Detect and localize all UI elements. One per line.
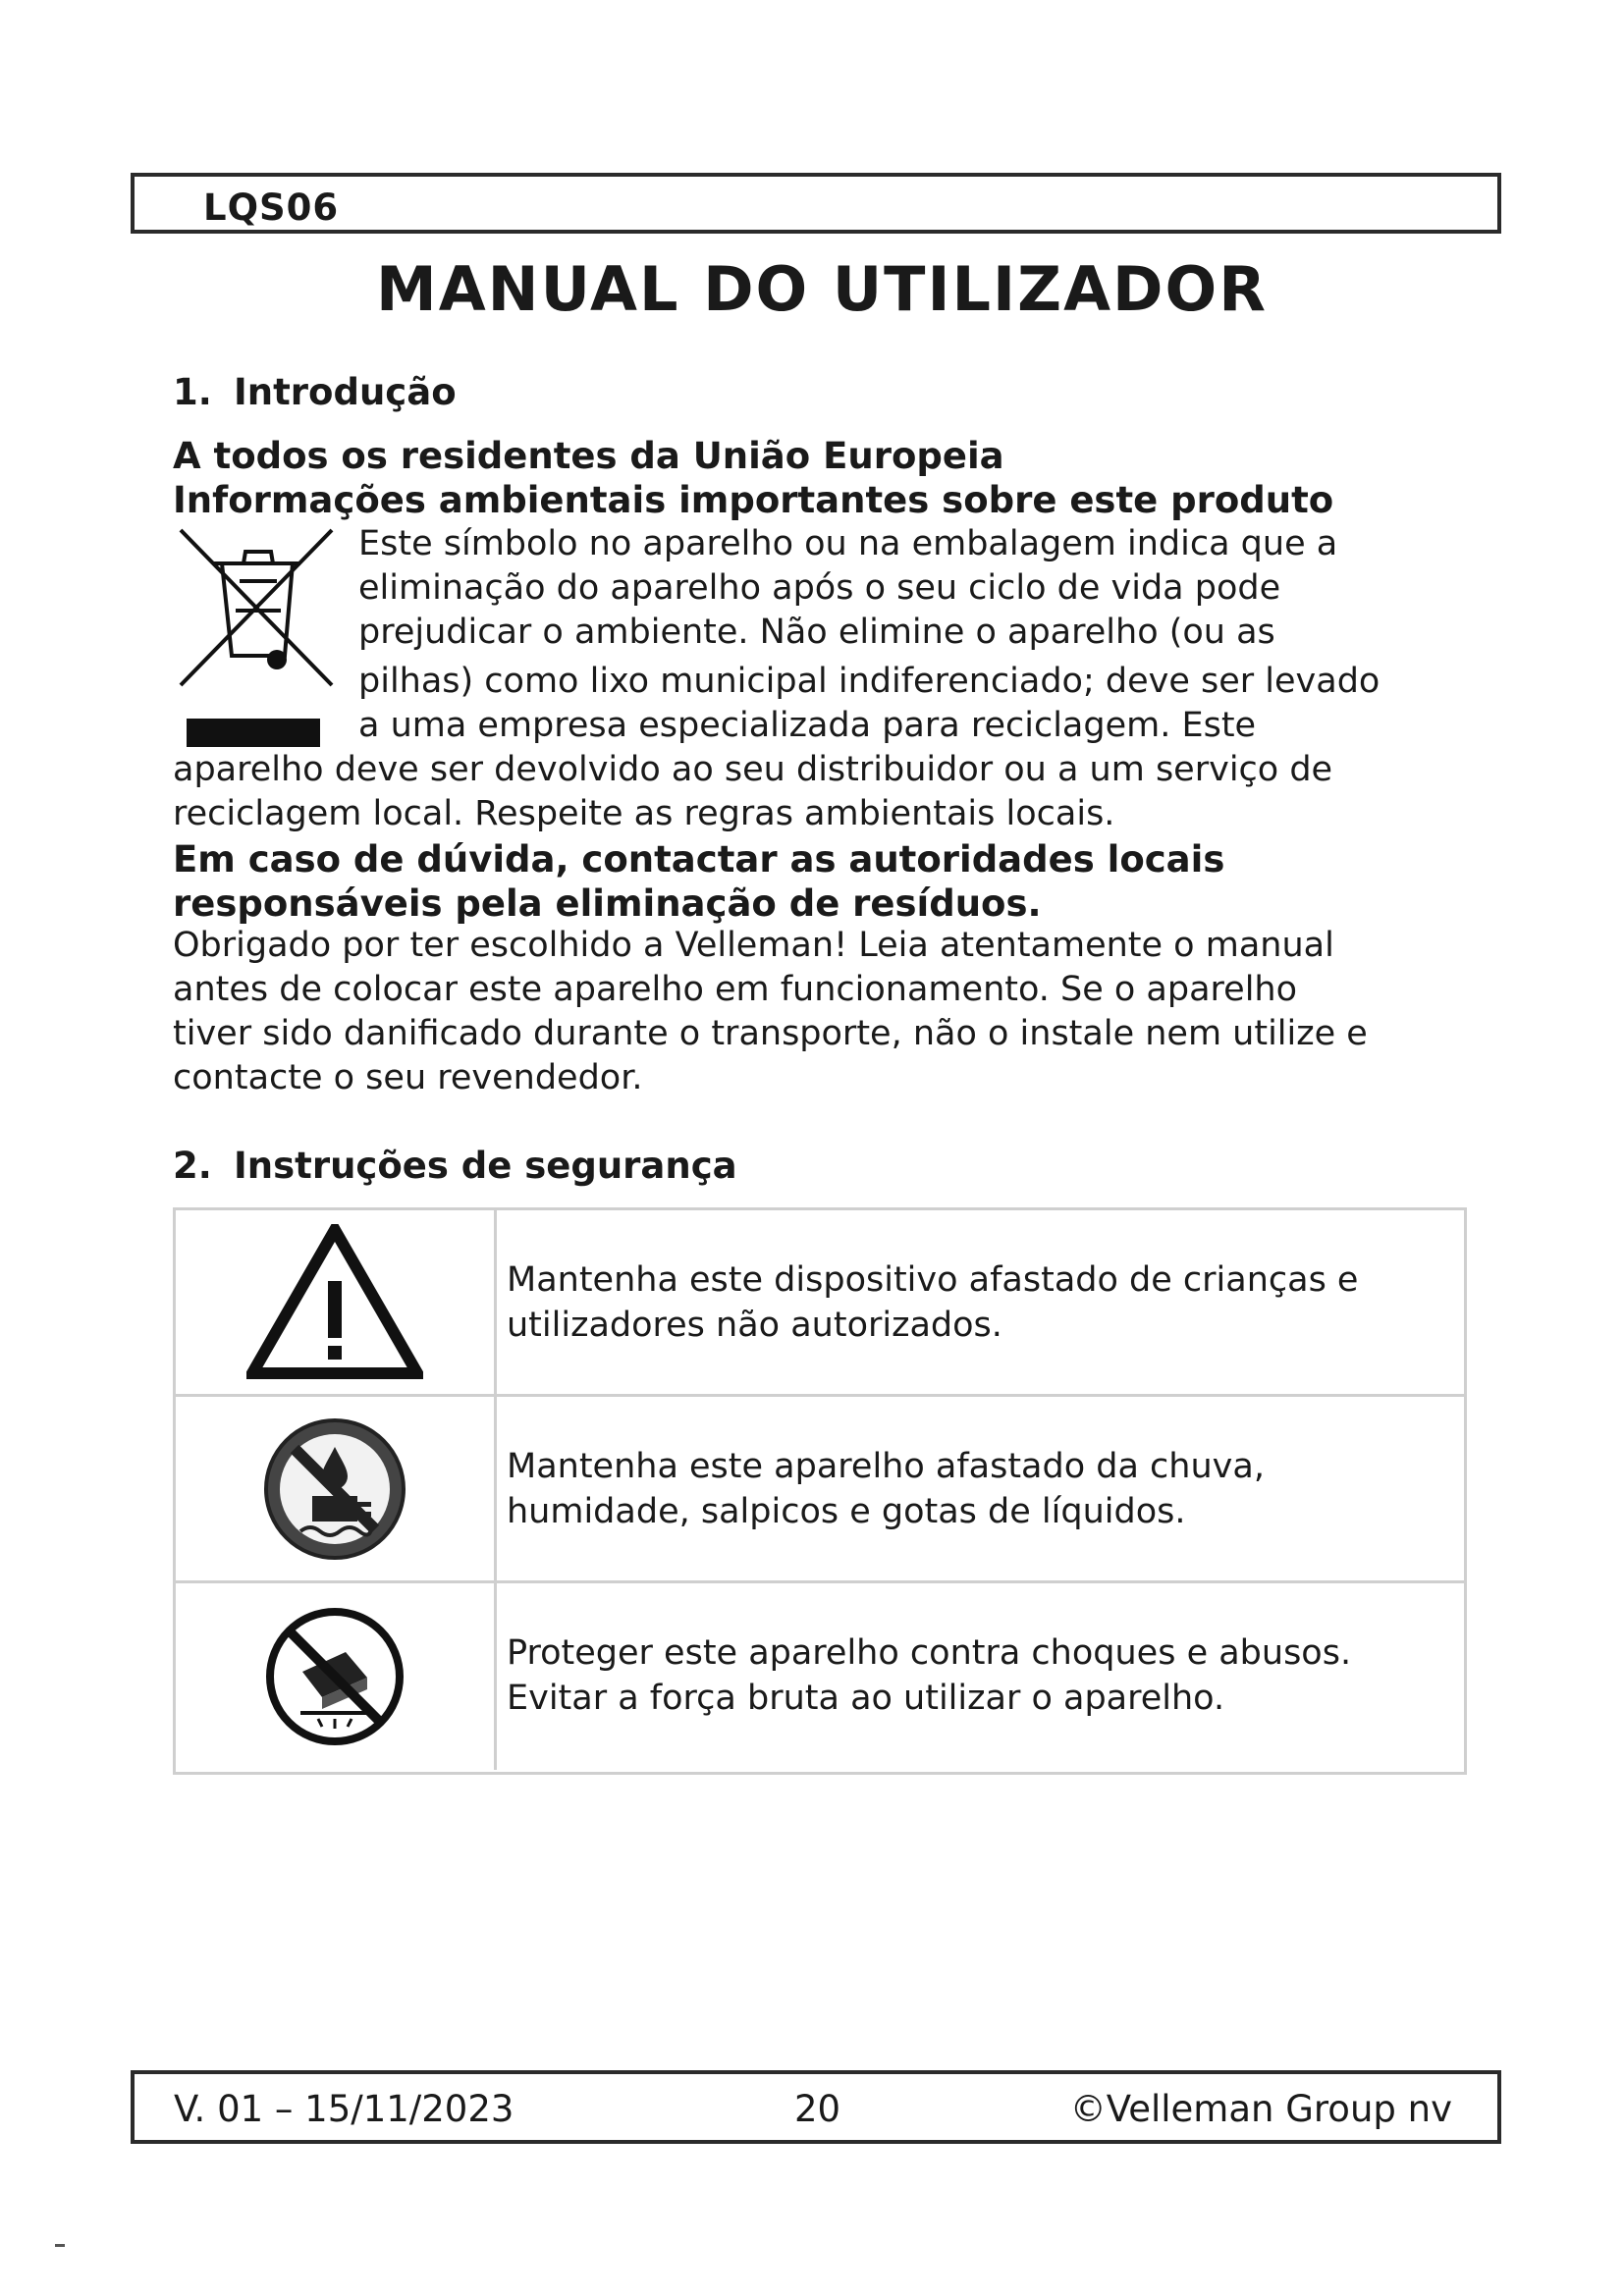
weee-black-bar [187, 719, 320, 747]
safety-row [176, 1210, 1464, 1397]
environment-info-line: Informações ambientais importantes sobre este produto [173, 479, 1334, 521]
page-title: MANUAL DO UTILIZADOR [376, 253, 1268, 325]
safety-row [176, 1583, 1464, 1770]
eu-residents-line: A todos os residentes da União Europeia [173, 435, 1004, 477]
thanks-text-line: Obrigado por ter escolhido a Velleman! Leia atentamente o manual [173, 926, 1334, 965]
safety-text-cell [507, 1630, 1449, 1721]
weee-text-line: prejudicar o ambiente. Não elimine o aparelho (ou as [358, 613, 1275, 652]
weee-text-line: eliminação do aparelho após o seu ciclo de vida pode [358, 568, 1281, 608]
weee-text-line: Este símbolo no aparelho ou na embalagem indica que a [358, 524, 1338, 563]
safety-text-line: Mantenha este dispositivo afastado de crianças e [507, 1260, 1359, 1300]
copyright: ©Velleman Group nv [1069, 2088, 1452, 2130]
model-number: LQS06 [203, 187, 340, 229]
thanks-text-line: antes de colocar este aparelho em funcionamento. Se o aparelho [173, 970, 1298, 1009]
section-1-title: Introdução [234, 371, 457, 413]
section-1-number: 1. [173, 371, 212, 413]
section-2-heading [173, 1145, 737, 1187]
safety-icon-cell [176, 1397, 497, 1580]
doubt-notice-line: responsáveis pela eliminação de resíduos. [173, 882, 1042, 925]
safety-icon-cell [176, 1210, 497, 1394]
warning-triangle-icon [246, 1224, 423, 1381]
doubt-notice-line: Em caso de dúvida, contactar as autoridades locais [173, 838, 1225, 881]
section-2-title: Instruções de segurança [234, 1145, 737, 1187]
stray-mark [55, 2244, 65, 2247]
disposal-text-line: aparelho deve ser devolvido ao seu distribuidor ou a um serviço de [173, 750, 1333, 789]
safety-text-cell [507, 1444, 1449, 1534]
safety-text-line: Proteger este aparelho contra choques e abusos. [507, 1633, 1352, 1673]
page-number: 20 [794, 2088, 841, 2130]
no-shock-icon [261, 1603, 408, 1750]
thanks-text-line: contacte o seu revendedor. [173, 1058, 643, 1097]
weee-text-line: a uma empresa especializada para reciclagem. Este [358, 706, 1257, 745]
safety-text-cell [507, 1257, 1449, 1348]
safety-text-line: Mantenha este aparelho afastado da chuva, [507, 1447, 1265, 1486]
section-1-heading [173, 371, 457, 413]
section-2-number: 2. [173, 1145, 212, 1187]
weee-text-line: pilhas) como lixo municipal indiferenciado; deve ser levado [358, 662, 1380, 701]
footer-box [131, 2070, 1501, 2144]
safety-row [176, 1397, 1464, 1583]
crossed-out-wheelie-bin-icon [175, 524, 340, 693]
version-date: V. 01 – 15/11/2023 [174, 2088, 514, 2130]
safety-text-line: humidade, salpicos e gotas de líquidos. [507, 1492, 1186, 1531]
safety-text-line: Evitar a força bruta ao utilizar o aparelho. [507, 1679, 1225, 1718]
safety-icon-cell [176, 1583, 497, 1770]
safety-text-line: utilizadores não autorizados. [507, 1306, 1002, 1345]
disposal-text-line: reciclagem local. Respeite as regras ambientais locais. [173, 794, 1115, 833]
no-water-icon [261, 1415, 408, 1563]
thanks-text-line: tiver sido danificado durante o transporte, não o instale nem utilize e [173, 1014, 1368, 1053]
header-box [131, 173, 1501, 234]
safety-instructions-table [173, 1207, 1467, 1775]
